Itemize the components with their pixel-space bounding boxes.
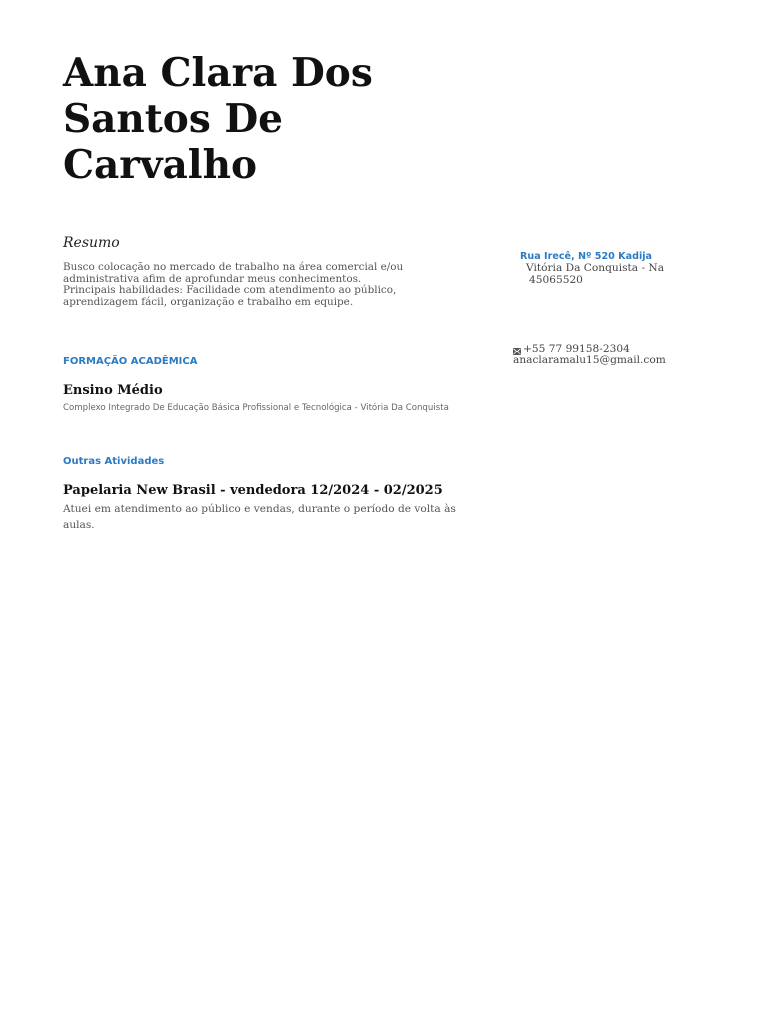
activity-title: Papelaria New Brasil - vendedora 12/2024 - 02/2025: [63, 483, 443, 498]
email-address[interactable]: anaclaramalu15@gmail.com: [513, 354, 666, 366]
summary-heading: Resumo: [63, 235, 120, 251]
education-section-title: FORMAÇÃO ACADÊMICA: [63, 356, 198, 367]
education-degree: Ensino Médio: [63, 383, 163, 398]
phone-number: +55 77 99158-2304: [523, 343, 630, 355]
address-street: Rua Irecê, Nº 520 Kadija: [520, 251, 652, 262]
candidate-name: Ana Clara Dos Santos De Carvalho: [63, 50, 373, 188]
activities-section-title: Outras Atividades: [63, 456, 165, 467]
address-city: Vitória Da Conquista - Na: [526, 262, 665, 274]
activity-description: Atuei em atendimento ao público e vendas, durante o período de volta às aulas.: [63, 503, 456, 531]
address-postal-code: 45065520: [529, 274, 583, 286]
summary-text: Busco colocação no mercado de trabalho na área comercial e/ou administrativa afim de aprofundar meus conhecimentos. Principais habilidades: Facilidade com atendimento ao público, aprendizagem fácil, organização e trabalho em equipe.: [63, 261, 404, 308]
envelope-icon: [513, 346, 521, 353]
education-school: Complexo Integrado De Educação Básica Profissional e Tecnológica - Vitória Da Conquista: [63, 403, 449, 413]
